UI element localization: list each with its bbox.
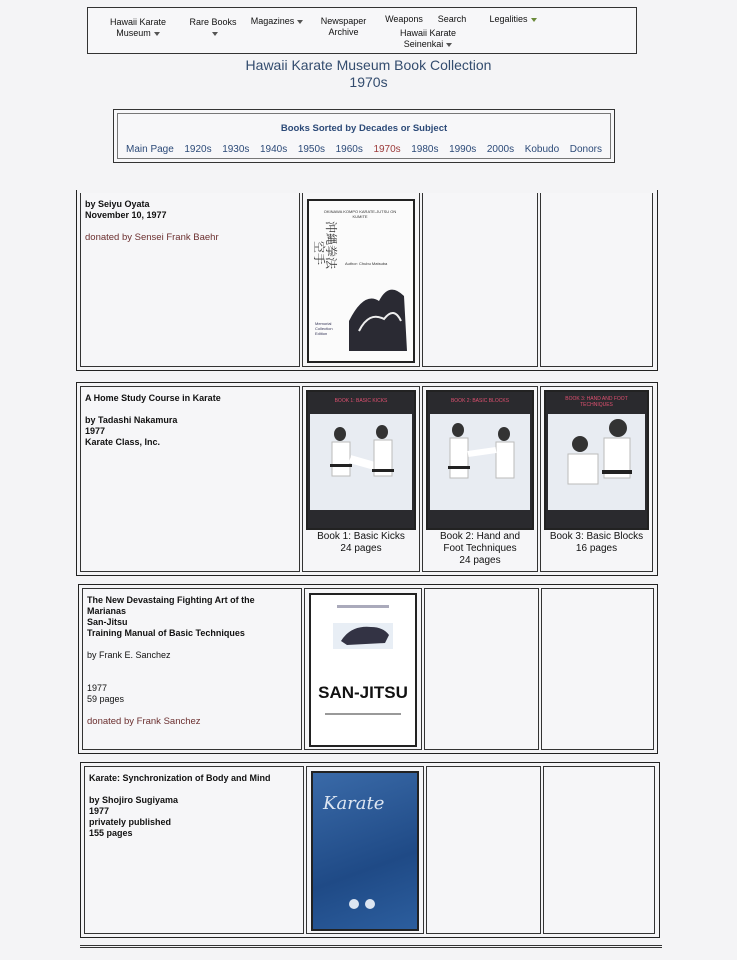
decade-links — [126, 144, 602, 155]
book-author: by Tadashi Nakamura — [85, 415, 178, 425]
cover-title: OKINAWA KOMPO KARATE-JUTSU ON KUMITE — [323, 209, 397, 219]
empty-cell — [422, 193, 538, 367]
book-title: Karate: Synchronization of Body and Mind — [89, 773, 271, 783]
book-pages: 59 pages — [87, 694, 125, 704]
book-cover-karate-sync[interactable] — [311, 771, 419, 931]
book-year: 1977 — [87, 683, 108, 693]
empty-cell — [426, 766, 541, 934]
nav-rare-books-label: Rare Books — [189, 17, 237, 27]
book-publisher: Karate Class, Inc. — [85, 437, 161, 447]
nav-legalities-label: Legalities — [489, 14, 528, 24]
svg-text:沖縄拳法: 沖縄拳法 — [324, 221, 338, 270]
nav-rare-books[interactable] — [188, 17, 238, 39]
book-year: 1977 — [85, 426, 106, 436]
cover-caption — [541, 531, 652, 555]
book-cover-cell — [302, 386, 420, 572]
cover-heading: BOOK 3: HAND AND FOOT TECHNIQUES — [565, 396, 628, 408]
book-date: November 10, 1977 — [85, 210, 167, 220]
caption-line-2: 16 pages — [575, 543, 618, 554]
dropdown-triangle-icon — [446, 43, 452, 47]
nav-search[interactable] — [432, 14, 472, 25]
caption-line-1: Book 2: Hand and — [439, 531, 521, 542]
book-description — [80, 193, 300, 367]
link-donors[interactable]: Donors — [569, 144, 602, 155]
link-1920s[interactable]: 1920s — [184, 144, 212, 155]
dropdown-triangle-icon — [154, 32, 160, 36]
decades-inner-frame — [117, 113, 611, 159]
caption-line-1: Book 3: Basic Blocks — [549, 531, 644, 542]
book-cover-oyata[interactable] — [307, 199, 415, 363]
book-cover-cell — [540, 386, 653, 572]
book-publisher: privately published — [89, 817, 172, 827]
book-title-line-4: Training Manual of Basic Techniques — [87, 628, 245, 638]
cover-heading: BOOK 1: BASIC KICKS — [334, 398, 388, 404]
caption-line-2: Foot Techniques — [443, 543, 517, 554]
book-donor: donated by Frank Sanchez — [87, 716, 201, 727]
page-subtitle: 1970s — [349, 74, 388, 90]
link-1950s[interactable]: 1950s — [297, 144, 326, 155]
cover-emblem-icon — [365, 899, 375, 909]
book-row-nakamura — [76, 382, 658, 576]
cover-author: Author: Chubu Matsuba — [345, 261, 388, 266]
nav-hawaii-karate-museum[interactable] — [98, 17, 178, 39]
link-1960s[interactable]: 1960s — [335, 144, 363, 155]
cover-caption — [303, 531, 419, 555]
book-row-oyata — [76, 190, 658, 371]
link-2000s[interactable]: 2000s — [486, 144, 515, 155]
book-cover-basic-blocks[interactable] — [544, 390, 649, 530]
nav-search-label: Search — [437, 14, 467, 24]
caption-line-3: 24 pages — [459, 555, 501, 566]
cover-fine-print — [325, 713, 401, 715]
book-description — [80, 386, 300, 572]
bottom-divider — [80, 945, 662, 948]
cover-emblem-icon — [349, 899, 359, 909]
empty-cell — [424, 588, 539, 750]
dropdown-triangle-icon — [531, 18, 537, 22]
book-title: A Home Study Course in Karate — [85, 393, 221, 403]
link-1930s[interactable]: 1930s — [222, 144, 250, 155]
book-cover-cell — [422, 386, 538, 572]
book-pages: 155 pages — [89, 828, 133, 838]
book-cover-hand-foot[interactable] — [426, 390, 534, 530]
cover-caption — [423, 531, 537, 567]
nav-magazines-label: Magazines — [250, 16, 295, 26]
link-main-page[interactable]: Main Page — [126, 144, 174, 155]
caption-line-1: Book 1: Basic Kicks — [317, 531, 405, 542]
nav-newspaper-label: Newspaper Archive — [320, 16, 367, 37]
book-description — [82, 588, 302, 750]
empty-cell — [543, 766, 655, 934]
nav-seinenkai-label: Hawaii Karate Seinenkai — [399, 28, 457, 49]
nav-legalities[interactable] — [483, 14, 543, 25]
book-donor: donated by Sensei Frank Baehr — [85, 232, 219, 243]
caption-line-2: 24 pages — [340, 543, 382, 554]
nav-hawaii-karate-seinenkai[interactable] — [388, 28, 468, 50]
nav-magazines[interactable] — [246, 16, 308, 27]
book-description — [84, 766, 304, 934]
cover-photo — [310, 414, 412, 510]
book-author: by Frank E. Sanchez — [87, 650, 171, 660]
boar-icon — [311, 595, 415, 655]
book-cover-cell — [306, 766, 424, 934]
book-title-line-2: Marianas — [87, 606, 127, 616]
nav-museum-label: Hawaii Karate Museum — [109, 17, 167, 38]
cover-edition: Memorial Collection Edition — [315, 321, 333, 336]
nav-weapons-label: Weapons — [385, 14, 423, 24]
page-title: Hawaii Karate Museum Book Collection — [245, 57, 492, 73]
book-cover-san-jitsu[interactable] — [309, 593, 417, 747]
link-1990s[interactable]: 1990s — [449, 144, 477, 155]
cover-heading: BOOK 2: BASIC BLOCKS — [450, 398, 510, 404]
svg-text:空手: 空手 — [312, 241, 326, 266]
book-cover-cell — [302, 193, 420, 367]
link-1980s[interactable]: 1980s — [411, 144, 439, 155]
cover-photo — [548, 414, 645, 510]
cover-title: Karate — [323, 793, 385, 814]
book-row-sanchez — [78, 584, 658, 754]
book-cover-cell — [304, 588, 422, 750]
top-navigation — [87, 7, 637, 54]
cover-photo — [430, 414, 530, 510]
book-title-line-3: San-Jitsu — [87, 617, 128, 627]
decades-heading: Books Sorted by Decades or Subject — [280, 123, 448, 134]
book-title-line-1: The New Devastaing Fighting Art of the — [87, 595, 255, 605]
book-year: 1977 — [89, 806, 110, 816]
decades-navigation — [113, 109, 615, 163]
nav-newspaper-archive[interactable] — [316, 16, 371, 38]
dropdown-triangle-icon — [212, 32, 218, 36]
link-1970s[interactable]: 1970s — [373, 144, 401, 155]
empty-cell — [541, 588, 654, 750]
link-kobudo[interactable]: Kobudo — [524, 144, 560, 155]
empty-cell — [540, 193, 653, 367]
book-author: by Seiyu Oyata — [85, 199, 150, 209]
cover-title: SAN-JITSU — [318, 683, 408, 702]
book-author: by Shojiro Sugiyama — [89, 795, 179, 805]
book-row-sugiyama — [80, 762, 660, 938]
book-cover-basic-kicks[interactable] — [306, 390, 416, 530]
dropdown-triangle-icon — [297, 20, 303, 24]
link-1940s[interactable]: 1940s — [260, 144, 288, 155]
nav-weapons[interactable] — [380, 14, 428, 25]
